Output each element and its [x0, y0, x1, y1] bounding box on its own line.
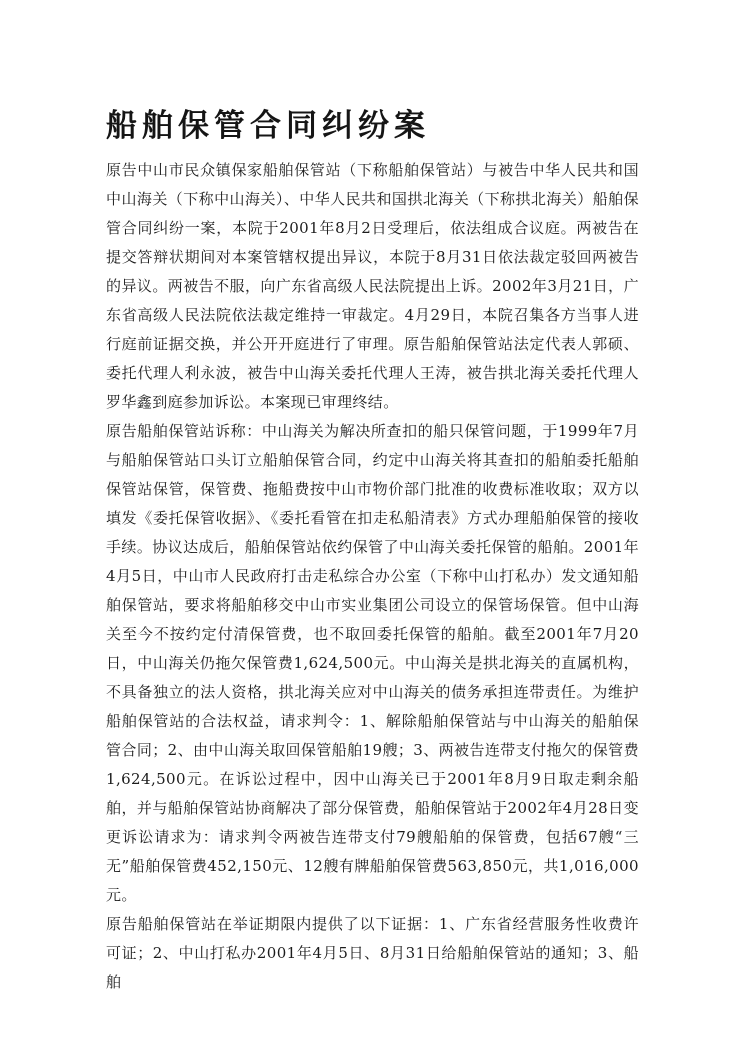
document-title: 船舶保管合同纠纷案: [106, 108, 430, 144]
paragraph-evidence-list: 原告船舶保管站在举证期限内提供了以下证据：1、广东省经营服务性收费许可证；2、中山打私办2001年4月5日、8月31日给船舶保管站的通知；3、船舶: [106, 915, 639, 991]
paragraph-plaintiff-claim: 原告船舶保管站诉称：中山海关为解决所查扣的船只保管问题，于1999年7月与船舶保管站口头订立船舶保管合同，约定中山海关将其查扣的船舶委托船舶保管站保管，保管费、拖船费按中山市物价部门批准的收费标准收取；双方以填发《委托保管收据》、《委托看管在扣走私船清表》方式办理船舶保管的接收手续。协议达成后，船舶保管站依约保管了中山海关委托保管的船舶。2001年4月5日，中山市人民政府打击走私综合办公室（下称中山打私办）发文通知船舶保管站，要求将船舶移交中山市实业集团公司设立的保管场保管。但中山海关至今不按约定付清保管费，也不取回委托保管的船舶。截至2001年7月20日，中山海关仍拖欠保管费1,624,500元。中山海关是拱北海关的直属机构，不具备独立的法人资格，拱北海关应对中山海关的债务承担连带责任。为维护船舶保管站的合法权益，请求判令：1、解除船舶保管站与中山海关的船舶保管合同；2、由中山海关取回保管船舶19艘；3、两被告连带支付拖欠的保管费1,624,500元。在诉讼过程中，因中山海关已于2001年8月9日取走剩余船舶，并与船舶保管站协商解决了部分保管费，船舶保管站于2002年4月28日变更诉讼请求为：请求判令两被告连带支付79艘船舶的保管费，包括67艘“三无”船舶保管费452,150元、12艘有牌船舶保管费563,850元，共1,016,000元。: [106, 422, 639, 904]
paragraph-case-overview: 原告中山市民众镇保家船舶保管站（下称船舶保管站）与被告中华人民共和国中山海关（下称中山海关）、中华人民共和国拱北海关（下称拱北海关）船舶保管合同纠纷一案，本院于2001年8月2日受理后，依法组成合议庭。两被告在提交答辩状期间对本案管辖权提出异议，本院于8月31日依法裁定驳回两被告的异议。两被告不服，向广东省高级人民法院提出上诉。2002年3月21日，广东省高级人民法院依法裁定维持一审裁定。4月29日，本院召集各方当事人进行庭前证据交换，并公开开庭进行了审理。原告船舶保管站法定代表人郭硕、委托代理人利永波，被告中山海关委托代理人王涛，被告拱北海关委托代理人罗华鑫到庭参加诉讼。本案现已审理终结。: [106, 161, 639, 411]
document-content: [106, 104, 639, 997]
